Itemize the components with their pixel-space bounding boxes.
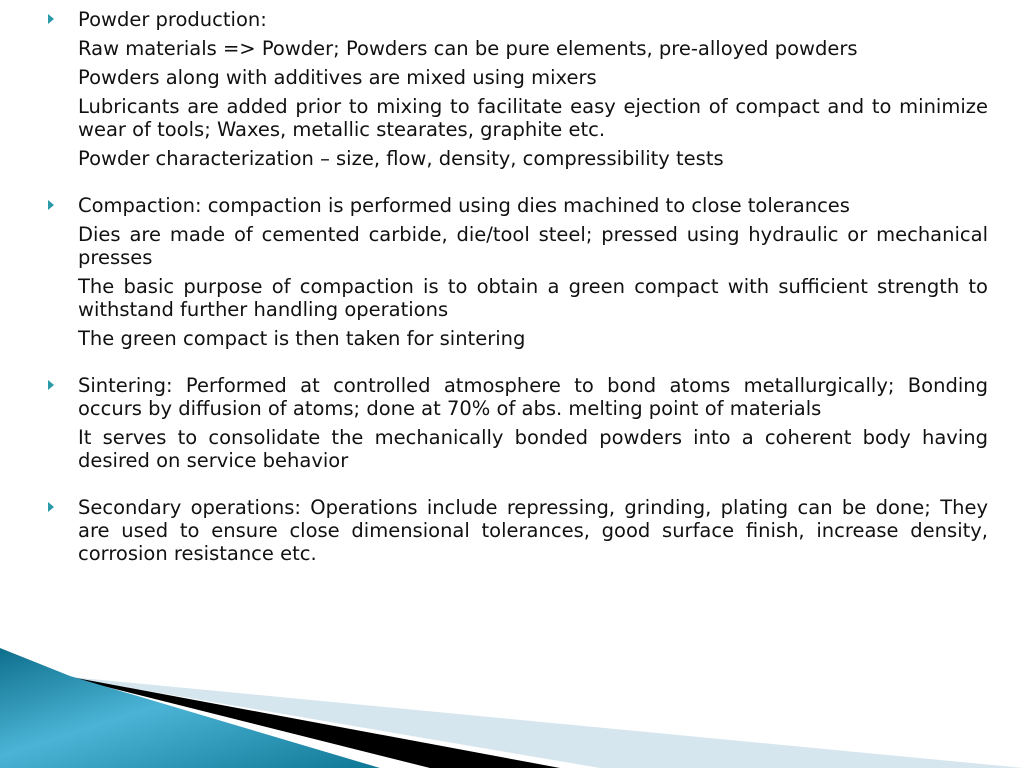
- section-heading: Powder production:: [78, 8, 267, 31]
- bullet-arrow-icon: [48, 380, 54, 390]
- section-heading: Secondary operations: Operations include repressing, grinding, plating can be done; They are used to ensure close dimensional tolerances, good surface finish, increase density, corrosion resistance etc.: [78, 496, 988, 565]
- subpoint: Powders along with additives are mixed using mixers: [78, 66, 597, 89]
- subpoint: Lubricants are added prior to mixing to facilitate easy ejection of compact and to minimize wear of tools; Waxes, metallic stearates, graphite etc.: [78, 95, 988, 141]
- subpoint: The green compact is then taken for sintering: [78, 327, 526, 350]
- subpoint: The basic purpose of compaction is to obtain a green compact with sufficient strength to withstand further handling operations: [78, 275, 988, 321]
- subpoint: Dies are made of cemented carbide, die/tool steel; pressed using hydraulic or mechanical presses: [78, 223, 988, 269]
- section-powder-production: [48, 8, 988, 170]
- bullet-arrow-icon: [48, 502, 54, 512]
- subpoint: Powder characterization – size, flow, density, compressibility tests: [78, 147, 724, 170]
- subpoint: Raw materials => Powder; Powders can be pure elements, pre-alloyed powders: [78, 37, 858, 60]
- slide-body: [48, 8, 988, 589]
- section-compaction: [48, 194, 988, 350]
- section-sintering: [48, 374, 988, 472]
- section-secondary-operations: [48, 496, 988, 565]
- section-heading: Compaction: compaction is performed using dies machined to close tolerances: [78, 194, 850, 217]
- subpoint: It serves to consolidate the mechanically bonded powders into a coherent body having desired on service behavior: [78, 426, 988, 472]
- bullet-arrow-icon: [48, 200, 54, 210]
- bullet-arrow-icon: [48, 14, 54, 24]
- section-heading: Sintering: Performed at controlled atmosphere to bond atoms metallurgically; Bonding occurs by diffusion of atoms; done at 70% of abs. melting point of materials: [78, 374, 988, 420]
